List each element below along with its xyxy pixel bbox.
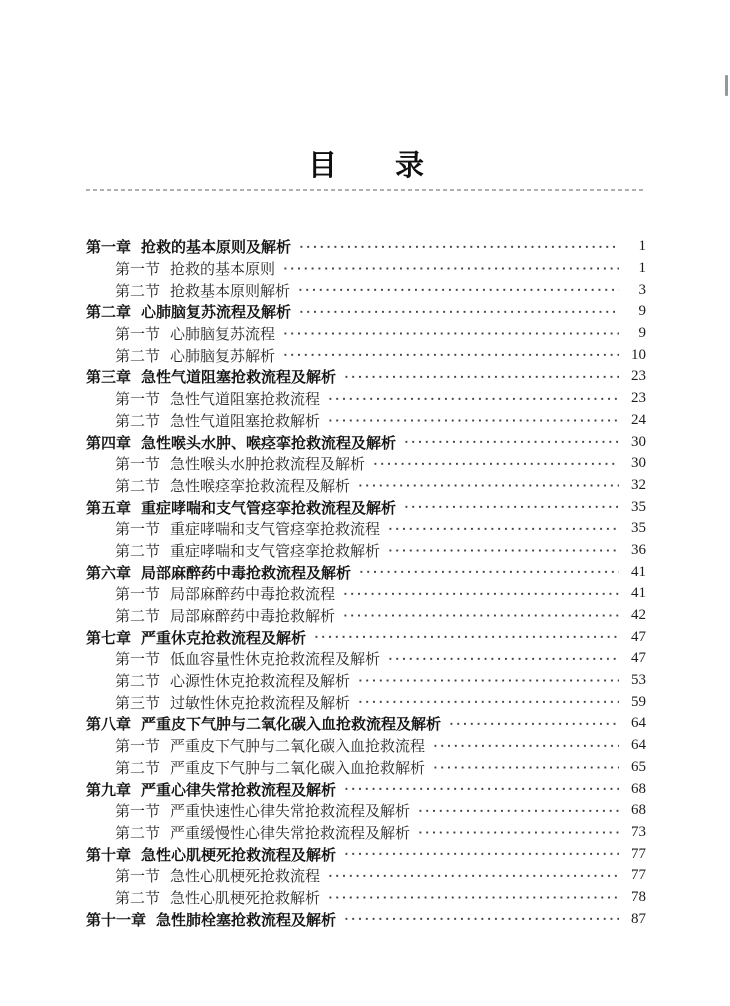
toc-entry: [86, 735, 646, 757]
toc-entry: [86, 344, 646, 366]
toc-entry-label: 第二章: [86, 304, 132, 322]
toc-entry-title: 低血容量性休克抢救流程及解析: [170, 652, 381, 669]
dot-leader: [298, 301, 619, 323]
toc-entry-page: 47: [631, 628, 646, 645]
toc-entry-label: 第二节: [115, 890, 161, 907]
toc-entry-page: 87: [631, 910, 646, 927]
dot-leader: [448, 713, 619, 735]
toc-entry-title: 急性心肌梗死抢救流程: [170, 869, 321, 886]
toc-entry-page: 3: [638, 281, 646, 298]
toc-entry-title: 急性喉头水肿抢救流程及解析: [170, 457, 366, 474]
dot-leader: [432, 757, 619, 779]
toc-entry-label: 第二节: [115, 283, 161, 300]
toc-entry: [86, 561, 646, 583]
dot-leader: [298, 236, 619, 258]
toc-entry-title: 局部麻醉药中毒抢救解析: [170, 609, 336, 626]
toc-entry-page: 77: [631, 845, 646, 862]
toc-entry-label: 第四章: [86, 434, 132, 452]
toc-entry-label: 第三节: [115, 695, 161, 712]
dot-leader: [403, 496, 619, 518]
toc-entry-page: 64: [631, 715, 646, 732]
toc-entry-label: 第二节: [115, 348, 161, 365]
toc-entry-page: 68: [631, 802, 646, 819]
toc-entry: [86, 626, 646, 648]
toc-entry-page: 1: [638, 238, 646, 255]
dot-leader: [343, 843, 619, 865]
dot-leader: [357, 670, 619, 692]
toc-entry-label: 第二节: [115, 760, 161, 777]
toc-entry: [86, 323, 646, 345]
dot-leader: [327, 410, 619, 432]
toc-entry: [86, 583, 646, 605]
title-divider: [86, 189, 646, 191]
toc-entry-label: 第十章: [86, 846, 132, 864]
dot-leader: [372, 453, 619, 475]
dot-leader: [387, 648, 619, 670]
toc-entry: [86, 410, 646, 432]
toc-entry-page: 41: [631, 585, 646, 602]
dot-leader: [327, 388, 619, 410]
page-title: 目 录: [307, 150, 424, 182]
dot-leader: [313, 626, 619, 648]
toc-entry-title: 严重快速性心律失常抢救流程及解析: [170, 804, 411, 821]
toc-entry-page: 35: [631, 520, 646, 537]
dot-leader: [387, 540, 619, 562]
dot-leader: [357, 691, 619, 713]
toc-entry-title: 重症哮喘和支气管痉挛抢救流程及解析: [141, 499, 397, 517]
dot-leader: [343, 778, 619, 800]
dot-leader: [357, 475, 619, 497]
toc-entry: [86, 800, 646, 822]
toc-entry-title: 局部麻醉药中毒抢救流程: [170, 587, 336, 604]
dot-leader: [282, 323, 619, 345]
toc-entry-label: 第一节: [115, 804, 161, 821]
toc-entry-label: 第一节: [115, 869, 161, 886]
toc-entry-title: 严重心律失常抢救流程及解析: [141, 781, 337, 799]
toc-entry-title: 抢救的基本原则: [170, 262, 276, 279]
toc-entry-title: 局部麻醉药中毒抢救流程及解析: [141, 564, 352, 582]
toc-entry-label: 第二节: [115, 674, 161, 691]
toc-entry: [86, 843, 646, 865]
toc-entry: [86, 648, 646, 670]
dot-leader: [282, 344, 619, 366]
dot-leader: [343, 908, 619, 930]
toc-entry: [86, 366, 646, 388]
toc-entry: [86, 301, 646, 323]
toc-entry-title: 急性肺栓塞抢救流程及解析: [156, 911, 337, 929]
toc-entry-page: 41: [631, 563, 646, 580]
dot-leader: [343, 366, 619, 388]
toc-entry-title: 急性气道阻塞抢救解析: [170, 413, 321, 430]
toc-content: [86, 0, 646, 930]
dot-leader: [417, 800, 619, 822]
toc-entry: [86, 453, 646, 475]
toc-entry-label: 第一节: [115, 522, 161, 539]
toc-entry-label: 第一节: [115, 739, 161, 756]
toc-entry-page: 73: [631, 823, 646, 840]
toc-entry: [86, 605, 646, 627]
toc-entry-title: 心肺脑复苏流程: [170, 327, 276, 344]
toc-entry-title: 急性气道阻塞抢救流程: [170, 392, 321, 409]
toc-entry-page: 23: [631, 368, 646, 385]
toc-entry-title: 严重缓慢性心律失常抢救流程及解析: [170, 825, 411, 842]
toc-entry-page: 53: [631, 672, 646, 689]
toc-entry-title: 急性气道阻塞抢救流程及解析: [141, 369, 337, 387]
toc-entry-page: 78: [631, 888, 646, 905]
toc-entry-label: 第二节: [115, 609, 161, 626]
toc-entry-label: 第一节: [115, 327, 161, 344]
toc-entry-label: 第一节: [115, 587, 161, 604]
toc-entry-label: 第六章: [86, 564, 132, 582]
toc-entry-title: 严重皮下气肿与二氧化碳入血抢救流程: [170, 739, 426, 756]
toc-entry-label: 第二节: [115, 825, 161, 842]
toc-entry-page: 30: [631, 455, 646, 472]
dot-leader: [358, 561, 619, 583]
toc-entry: [86, 865, 646, 887]
toc-entry-page: 35: [631, 498, 646, 515]
toc-entry-label: 第十一章: [86, 911, 147, 929]
toc-entry-label: 第二节: [115, 543, 161, 560]
dot-leader: [387, 518, 619, 540]
toc-entry-label: 第五章: [86, 499, 132, 517]
toc-entry-page: 1: [638, 260, 646, 277]
toc-entry-label: 第一节: [115, 262, 161, 279]
toc-entry-title: 抢救基本原则解析: [170, 283, 291, 300]
toc-entry: [86, 908, 646, 930]
toc-entry: [86, 757, 646, 779]
toc-entry-title: 心肺脑复苏流程及解析: [141, 304, 292, 322]
toc-entry-page: 10: [631, 346, 646, 363]
toc-entry-title: 重症哮喘和支气管痉挛抢救解析: [170, 543, 381, 560]
toc-entry-label: 第三章: [86, 369, 132, 387]
toc-entry-title: 急性喉痉挛抢救流程及解析: [170, 478, 351, 495]
dot-leader: [282, 258, 619, 280]
toc-entry: [86, 279, 646, 301]
toc-list: [86, 236, 646, 930]
toc-entry-label: 第七章: [86, 629, 132, 647]
toc-entry-page: 47: [631, 650, 646, 667]
dot-leader: [403, 431, 619, 453]
dot-leader: [342, 605, 619, 627]
toc-entry-label: 第二节: [115, 413, 161, 430]
toc-entry-title: 严重皮下气肿与二氧化碳入血抢救解析: [170, 760, 426, 777]
dot-leader: [297, 279, 619, 301]
toc-entry-label: 第二节: [115, 478, 161, 495]
toc-entry-title: 严重休克抢救流程及解析: [141, 629, 307, 647]
toc-entry-label: 第一节: [115, 457, 161, 474]
toc-entry-page: 68: [631, 780, 646, 797]
toc-entry-page: 65: [631, 758, 646, 775]
toc-entry: [86, 713, 646, 735]
toc-entry-page: 59: [631, 693, 646, 710]
toc-entry-label: 第一节: [115, 392, 161, 409]
toc-entry-page: 64: [631, 737, 646, 754]
toc-entry-page: 32: [631, 476, 646, 493]
toc-entry-title: 过敏性休克抢救流程及解析: [170, 695, 351, 712]
toc-entry-page: 30: [631, 433, 646, 450]
toc-entry-page: 24: [631, 411, 646, 428]
toc-entry: [86, 431, 646, 453]
toc-entry-title: 心源性休克抢救流程及解析: [170, 674, 351, 691]
dot-leader: [327, 887, 619, 909]
toc-entry: [86, 822, 646, 844]
dot-leader: [327, 865, 619, 887]
toc-entry-page: 9: [638, 325, 646, 342]
toc-entry-page: 36: [631, 541, 646, 558]
toc-entry-title: 抢救的基本原则及解析: [141, 239, 292, 257]
toc-entry: [86, 518, 646, 540]
toc-entry: [86, 691, 646, 713]
toc-entry: [86, 236, 646, 258]
toc-entry: [86, 258, 646, 280]
scan-artifact-mark: [725, 75, 728, 96]
toc-entry-title: 急性心肌梗死抢救解析: [170, 890, 321, 907]
toc-entry: [86, 887, 646, 909]
toc-entry: [86, 496, 646, 518]
toc-entry: [86, 540, 646, 562]
toc-entry-page: 9: [638, 303, 646, 320]
toc-entry-title: 心肺脑复苏解析: [170, 348, 276, 365]
toc-entry-title: 重症哮喘和支气管痉挛抢救流程: [170, 522, 381, 539]
toc-entry-page: 23: [631, 390, 646, 407]
toc-entry: [86, 475, 646, 497]
toc-entry-title: 急性喉头水肿、喉痉挛抢救流程及解析: [141, 434, 397, 452]
toc-entry-title: 严重皮下气肿与二氧化碳入血抢救流程及解析: [141, 716, 442, 734]
toc-entry: [86, 670, 646, 692]
toc-entry-label: 第一章: [86, 239, 132, 257]
toc-entry-label: 第一节: [115, 652, 161, 669]
dot-leader: [432, 735, 619, 757]
dot-leader: [417, 822, 619, 844]
toc-entry-title: 急性心肌梗死抢救流程及解析: [141, 846, 337, 864]
dot-leader: [342, 583, 619, 605]
toc-entry-label: 第九章: [86, 781, 132, 799]
toc-entry-label: 第八章: [86, 716, 132, 734]
toc-entry: [86, 778, 646, 800]
toc-entry-page: 77: [631, 867, 646, 884]
toc-entry-page: 42: [631, 607, 646, 624]
toc-entry: [86, 388, 646, 410]
